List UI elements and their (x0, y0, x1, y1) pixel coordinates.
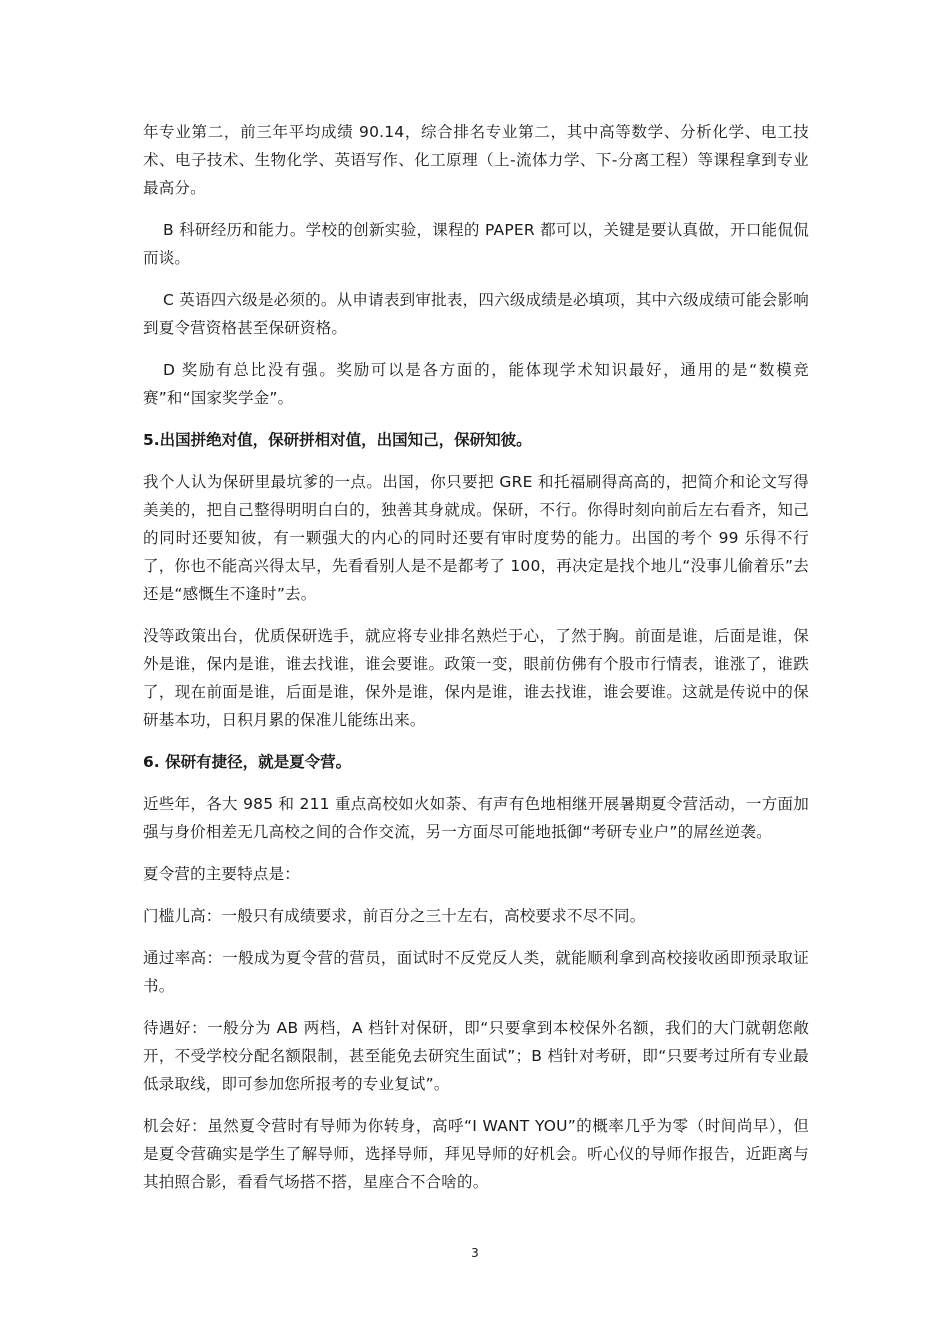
paragraph-ranking: 没等政策出台，优质保研选手，就应将专业排名熟烂于心，了然于胸。前面是谁，后面是谁，保外是谁，保内是谁，谁去找谁，谁会要谁。政策一变，眼前仿佛有个股市行情表，谁涨了，谁跌了，现在前面是谁，后面是谁，保外是谁，保内是谁，谁去找谁，谁会要谁。这就是传说中的保研基本功，日积月累的保准儿能练出来。 (143, 627, 809, 729)
page-number: 3 (471, 1246, 479, 1260)
heading-section-5: 5.出国拼绝对值，保研拼相对值，出国知己，保研知彼。 (143, 431, 532, 449)
paragraph-awards: D 奖励有总比没有强。奖励可以是各方面的，能体现学术知识最好，通用的是“数模竞赛”和“国家奖学金”。 (143, 361, 809, 407)
paragraph-english: C 英语四六级是必须的。从申请表到审批表，四六级成绩是必填项，其中六级成绩可能会影响到夏令营资格甚至保研资格。 (143, 291, 809, 337)
paragraph-summer-camp-intro: 近些年，各大 985 和 211 重点高校如火如荼、有声有色地相继开展暑期夏令营活动，一方面加强与身价相差无几高校之间的合作交流，另一方面尽可能地抵御“考研专业户”的屌丝逆袭。 (143, 795, 809, 841)
paragraph-opportunity: 机会好：虽然夏令营时有导师为你转身，高呼“I WANT YOU”的概率几乎为零（时间尚早），但是夏令营确实是学生了解导师，选择导师，拜见导师的好机会。听心仪的导师作报告，近距离与其拍照合影，看看气场搭不搭，星座合不合啥的。 (143, 1117, 809, 1191)
paragraph-threshold: 门槛儿高：一般只有成绩要求，前百分之三十左右，高校要求不尽不同。 (143, 907, 646, 925)
paragraph-research: B 科研经历和能力。学校的创新实验，课程的 PAPER 都可以，关键是要认真做，开口能侃侃而谈。 (143, 221, 809, 267)
heading-section-6: 6. 保研有捷径，就是夏令营。 (143, 753, 352, 771)
document-body (143, 118, 809, 1210)
paragraph-abroad-vs-baoyan: 我个人认为保研里最坑爹的一点。出国，你只要把 GRE 和托福刷得高高的，把简介和论文写得美美的，把自己整得明明白白的，独善其身就成。保研，不行。你得时刻向前后左右看齐，知己的同时还要知彼，有一颗强大的内心的同时还要有审时度势的能力。出国的考个 99 乐得不行了，你也不能高兴得太早，先看看别人是不是都考了 100，再决定是找个地儿“没事儿偷着乐”去还是“感慨生不逢时”去。 (143, 473, 809, 603)
paragraph-features-title: 夏令营的主要特点是： (143, 865, 301, 883)
paragraph-treatment: 待遇好：一般分为 AB 两档，A 档针对保研，即“只要拿到本校保外名额，我们的大门就朝您敞开，不受学校分配名额限制，甚至能免去研究生面试”；B 档针对考研，即“只要考过所有专业最低录取线，即可参加您所报考的专业复试”。 (143, 1019, 809, 1093)
paragraph-pass-rate: 通过率高：一般成为夏令营的营员，面试时不反党反人类，就能顺利拿到高校接收函即预录取证书。 (143, 949, 809, 995)
paragraph-grades: 年专业第二，前三年平均成绩 90.14，综合排名专业第二，其中高等数学、分析化学、电工技术、电子技术、生物化学、英语写作、化工原理（上-流体力学、下-分离工程）等课程拿到专业最高分。 (143, 123, 809, 197)
